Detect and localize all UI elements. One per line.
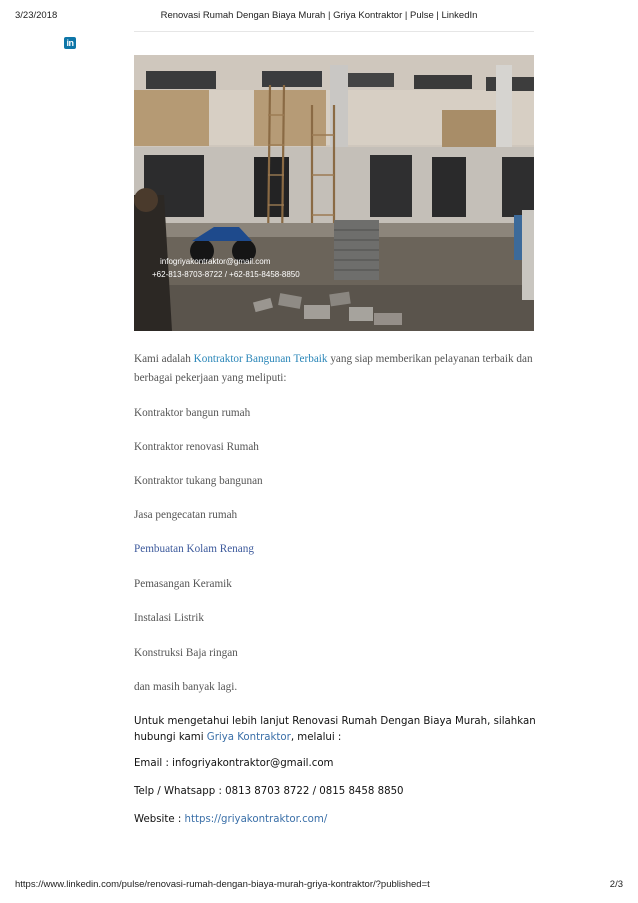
website-link[interactable]: https://griyakontraktor.com/ (184, 814, 328, 825)
print-footer (15, 879, 623, 893)
article-intro (134, 350, 534, 388)
page-number: 2/3 (609, 879, 623, 890)
contact-phone: Telp / Whatsapp : 0813 8703 8722 / 0815 8458 8850 (134, 786, 404, 797)
linkedin-icon[interactable]: in (64, 37, 76, 49)
service-item: Jasa pengecatan rumah (134, 509, 238, 521)
website-label: Website : (134, 814, 185, 825)
kolam-renang-link[interactable]: Pembuatan Kolam Renang (134, 543, 254, 555)
cta-text-after: , melalui : (290, 732, 342, 743)
service-item: Pemasangan Keramik (134, 578, 232, 590)
service-item: Kontraktor renovasi Rumah (134, 441, 259, 453)
print-header (15, 10, 623, 24)
photo-watermark-email: infogriyakontraktor@gmail.com (160, 257, 271, 266)
print-date: 3/23/2018 (15, 10, 58, 21)
cta-text-before: Untuk mengetahui lebih lanjut Renovasi Rumah Dengan Biaya Murah, silahkan hubungi kami (134, 716, 536, 743)
print-title: Renovasi Rumah Dengan Biaya Murah | Griya Kontraktor | Pulse | LinkedIn (160, 10, 478, 21)
intro-text-after: yang siap memberikan pelayanan terbaik dan berbagai pekerjaan yang meliputi: (134, 353, 533, 384)
print-url: https://www.linkedin.com/pulse/renovasi-rumah-dengan-biaya-murah-griya-kontraktor/?published=t (15, 879, 430, 890)
top-divider (134, 31, 534, 32)
service-item: Kontraktor tukang bangunan (134, 475, 263, 487)
service-item: Instalasi Listrik (134, 612, 204, 624)
kontraktor-bangunan-link[interactable]: Kontraktor Bangunan Terbaik (193, 353, 328, 365)
contact-cta (134, 714, 544, 746)
contact-email: Email : infogriyakontraktor@gmail.com (134, 758, 334, 769)
service-item: Kontraktor bangun rumah (134, 407, 251, 419)
contact-website (134, 814, 544, 825)
service-item: Konstruksi Baja ringan (134, 647, 238, 659)
photo-watermark-phone: +62-813-8703-8722 / +62-815-8458-8850 (152, 270, 300, 279)
griya-kontraktor-link[interactable]: Griya Kontraktor (206, 732, 291, 743)
article-photo (134, 55, 534, 331)
article-body (134, 350, 534, 693)
intro-text-before: Kami adalah (134, 353, 194, 365)
service-item: dan masih banyak lagi. (134, 681, 238, 693)
